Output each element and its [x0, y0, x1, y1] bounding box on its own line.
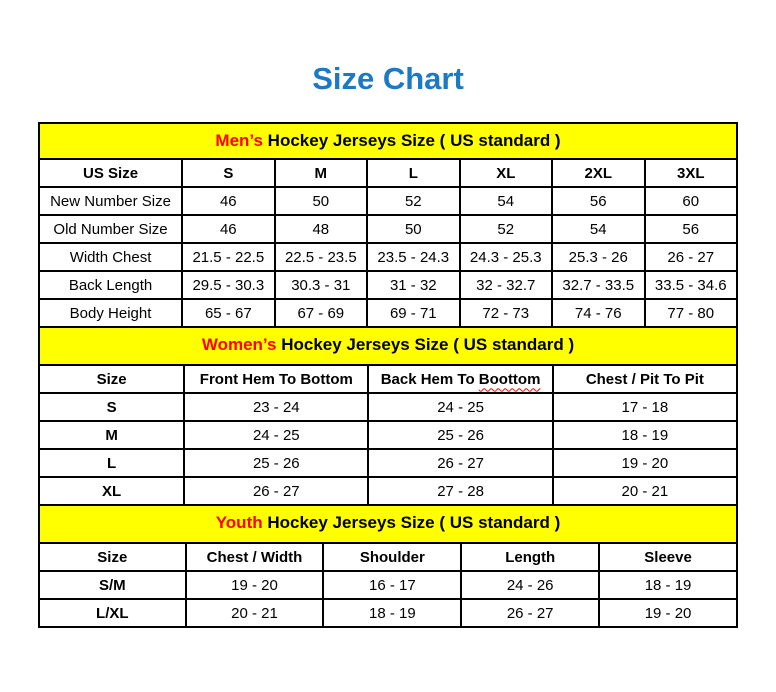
table-title-band-womens	[38, 328, 738, 364]
table-womens	[38, 364, 738, 506]
cell-value: 25 - 26	[368, 421, 552, 449]
row-label: Width Chest	[39, 243, 182, 271]
column-header: Chest / Width	[186, 543, 324, 571]
cell-value: 72 - 73	[460, 299, 552, 327]
table-title-highlight: Men’s	[215, 131, 263, 150]
cell-value: 22.5 - 23.5	[275, 243, 367, 271]
cell-value: 32 - 32.7	[460, 271, 552, 299]
column-header: Size	[39, 543, 186, 571]
header-row	[39, 159, 737, 187]
table-row	[39, 599, 737, 627]
column-header: Back Hem To Boottom	[368, 365, 552, 393]
cell-value: 20 - 21	[186, 599, 324, 627]
row-label: L	[39, 449, 184, 477]
cell-value: 32.7 - 33.5	[552, 271, 644, 299]
size-tables-container	[38, 122, 738, 628]
cell-value: 23 - 24	[184, 393, 368, 421]
cell-value: 20 - 21	[553, 477, 737, 505]
cell-value: 26 - 27	[645, 243, 738, 271]
table-title-highlight: Women’s	[201, 335, 277, 354]
table-head-mens	[39, 159, 737, 187]
cell-value: 48	[275, 215, 367, 243]
column-header: US Size	[39, 159, 182, 187]
cell-value: 33.5 - 34.6	[645, 271, 738, 299]
column-header: M	[275, 159, 367, 187]
table-title-highlight: Youth	[215, 513, 263, 532]
cell-value: 54	[552, 215, 644, 243]
row-label: S	[39, 393, 184, 421]
size-table-section-youth	[38, 506, 738, 628]
table-row	[39, 299, 737, 327]
row-label: XL	[39, 477, 184, 505]
table-mens	[38, 158, 738, 328]
row-label: Old Number Size	[39, 215, 182, 243]
cell-value: 50	[367, 215, 459, 243]
cell-value: 27 - 28	[368, 477, 552, 505]
column-header: 3XL	[645, 159, 738, 187]
cell-value: 67 - 69	[275, 299, 367, 327]
cell-value: 54	[460, 187, 552, 215]
cell-value: 19 - 20	[599, 599, 737, 627]
cell-value: 52	[367, 187, 459, 215]
cell-value: 17 - 18	[553, 393, 737, 421]
table-row	[39, 421, 737, 449]
column-header: Front Hem To Bottom	[184, 365, 368, 393]
cell-value: 60	[645, 187, 738, 215]
cell-value: 21.5 - 22.5	[182, 243, 274, 271]
cell-value: 18 - 19	[323, 599, 461, 627]
table-row	[39, 215, 737, 243]
table-youth	[38, 542, 738, 628]
cell-value: 24.3 - 25.3	[460, 243, 552, 271]
cell-value: 23.5 - 24.3	[367, 243, 459, 271]
cell-value: 26 - 27	[184, 477, 368, 505]
row-label: New Number Size	[39, 187, 182, 215]
column-header: S	[182, 159, 274, 187]
cell-value: 52	[460, 215, 552, 243]
cell-value: 26 - 27	[461, 599, 599, 627]
cell-value: 24 - 25	[184, 421, 368, 449]
page-title: Size Chart	[312, 61, 464, 96]
cell-value: 26 - 27	[368, 449, 552, 477]
row-label: Body Height	[39, 299, 182, 327]
misspelled-word: Boottom	[478, 370, 541, 388]
table-row	[39, 449, 737, 477]
row-label: M	[39, 421, 184, 449]
cell-value: 56	[552, 187, 644, 215]
size-table-section-womens	[38, 328, 738, 506]
column-header: L	[367, 159, 459, 187]
cell-value: 56	[645, 215, 738, 243]
table-row	[39, 393, 737, 421]
table-row	[39, 477, 737, 505]
row-label: L/XL	[39, 599, 186, 627]
table-head-womens	[39, 365, 737, 393]
cell-value: 19 - 20	[553, 449, 737, 477]
cell-value: 19 - 20	[186, 571, 324, 599]
column-header: Size	[39, 365, 184, 393]
table-row	[39, 271, 737, 299]
cell-value: 46	[182, 187, 274, 215]
cell-value: 24 - 26	[461, 571, 599, 599]
cell-value: 31 - 32	[367, 271, 459, 299]
cell-value: 50	[275, 187, 367, 215]
cell-value: 24 - 25	[368, 393, 552, 421]
table-row	[39, 243, 737, 271]
cell-value: 25.3 - 26	[552, 243, 644, 271]
cell-value: 65 - 67	[182, 299, 274, 327]
table-head-youth	[39, 543, 737, 571]
column-header: Sleeve	[599, 543, 737, 571]
column-header: Length	[461, 543, 599, 571]
table-title-band-youth	[38, 506, 738, 542]
header-row	[39, 365, 737, 393]
cell-value: 16 - 17	[323, 571, 461, 599]
cell-value: 30.3 - 31	[275, 271, 367, 299]
column-header: Shoulder	[323, 543, 461, 571]
cell-value: 25 - 26	[184, 449, 368, 477]
cell-value: 18 - 19	[553, 421, 737, 449]
table-title-band-mens	[38, 122, 738, 158]
row-label: S/M	[39, 571, 186, 599]
cell-value: 29.5 - 30.3	[182, 271, 274, 299]
column-header: 2XL	[552, 159, 644, 187]
table-body-mens	[39, 187, 737, 327]
cell-value: 77 - 80	[645, 299, 738, 327]
table-body-youth	[39, 571, 737, 627]
cell-value: 46	[182, 215, 274, 243]
size-table-section-mens	[38, 122, 738, 328]
cell-value: 74 - 76	[552, 299, 644, 327]
column-header: Chest / Pit To Pit	[553, 365, 737, 393]
column-header: XL	[460, 159, 552, 187]
cell-value: 69 - 71	[367, 299, 459, 327]
table-title-text: Hockey Jerseys Size ( US standard )	[262, 513, 561, 532]
table-title-text: Hockey Jerseys Size ( US standard )	[276, 335, 575, 354]
table-row	[39, 187, 737, 215]
table-title-text: Hockey Jerseys Size ( US standard )	[262, 131, 561, 150]
cell-value: 18 - 19	[599, 571, 737, 599]
table-row	[39, 571, 737, 599]
table-body-womens	[39, 393, 737, 505]
row-label: Back Length	[39, 271, 182, 299]
header-row	[39, 543, 737, 571]
